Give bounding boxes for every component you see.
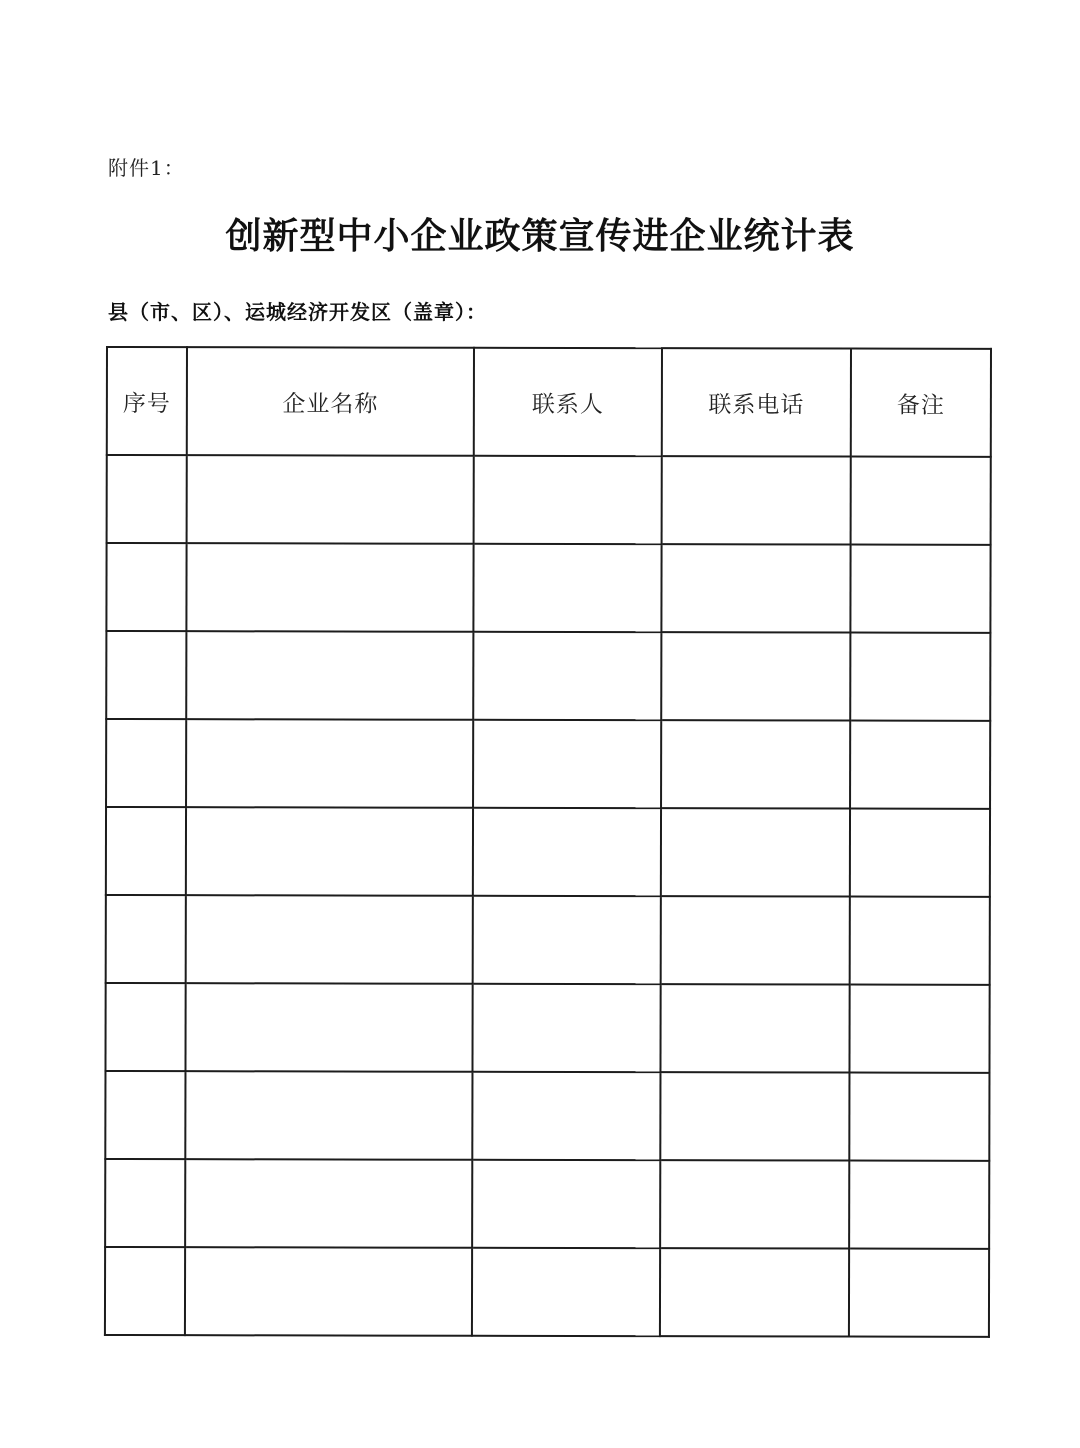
cell-contact-phone bbox=[660, 984, 849, 1072]
table-row bbox=[106, 543, 990, 633]
cell-contact-person bbox=[473, 632, 661, 720]
cell-company-name bbox=[185, 1071, 472, 1160]
cell-contact-person bbox=[473, 720, 661, 808]
table-row bbox=[105, 1071, 989, 1161]
cell-remarks bbox=[850, 545, 990, 633]
cell-contact-phone bbox=[661, 720, 850, 808]
cell-serial-number bbox=[105, 1247, 185, 1335]
cell-contact-phone bbox=[661, 544, 850, 632]
cell-contact-phone bbox=[661, 632, 850, 720]
header-serial-number: 序号 bbox=[107, 347, 187, 455]
table-body bbox=[105, 455, 991, 1337]
cell-contact-person bbox=[472, 1072, 660, 1160]
cell-company-name bbox=[186, 895, 473, 984]
cell-contact-phone bbox=[660, 1072, 849, 1160]
cell-company-name bbox=[186, 807, 473, 896]
table-row bbox=[106, 895, 990, 985]
cell-company-name bbox=[185, 1159, 472, 1248]
cell-company-name bbox=[186, 543, 473, 632]
cell-company-name bbox=[186, 631, 473, 720]
cell-serial-number bbox=[106, 631, 186, 719]
cell-serial-number bbox=[106, 895, 186, 983]
cell-contact-phone bbox=[660, 1160, 849, 1248]
page-title: 创新型中小企业政策宣传进企业统计表 bbox=[225, 215, 855, 257]
cell-contact-person bbox=[472, 1160, 660, 1248]
cell-serial-number bbox=[106, 719, 186, 807]
cell-remarks bbox=[849, 1161, 989, 1249]
header-contact-phone: 联系电话 bbox=[662, 348, 851, 456]
header-company-name: 企业名称 bbox=[187, 347, 474, 456]
cell-contact-person bbox=[473, 808, 661, 896]
cell-remarks bbox=[850, 633, 990, 721]
table-row bbox=[105, 1159, 989, 1249]
table-row bbox=[107, 455, 991, 545]
cell-serial-number bbox=[105, 983, 185, 1071]
table-row bbox=[106, 631, 990, 721]
cell-remarks bbox=[850, 721, 990, 809]
cell-contact-person bbox=[474, 456, 662, 544]
cell-company-name bbox=[187, 455, 474, 544]
table-row bbox=[105, 1247, 989, 1337]
cell-contact-phone bbox=[660, 1248, 849, 1336]
table-row bbox=[106, 807, 990, 897]
cell-remarks bbox=[849, 1249, 989, 1337]
cell-serial-number bbox=[107, 455, 187, 543]
unit-stamp-line: 县（市、区）、运城经济开发区（盖章）： bbox=[108, 300, 487, 324]
cell-contact-person bbox=[473, 544, 661, 632]
table-row bbox=[105, 983, 989, 1073]
cell-company-name bbox=[185, 983, 472, 1072]
statistics-table bbox=[104, 346, 992, 1338]
cell-contact-phone bbox=[661, 808, 850, 896]
cell-company-name bbox=[185, 1247, 472, 1336]
cell-contact-person bbox=[472, 984, 660, 1072]
cell-serial-number bbox=[105, 1159, 185, 1247]
cell-remarks bbox=[850, 809, 990, 897]
cell-remarks bbox=[850, 897, 990, 985]
header-contact-person: 联系人 bbox=[474, 348, 662, 456]
table-header-row bbox=[107, 347, 991, 457]
cell-remarks bbox=[849, 1073, 989, 1161]
cell-serial-number bbox=[106, 807, 186, 895]
cell-serial-number bbox=[106, 543, 186, 631]
table-row bbox=[106, 719, 990, 809]
cell-remarks bbox=[851, 457, 991, 545]
cell-contact-phone bbox=[661, 896, 850, 984]
cell-contact-person bbox=[473, 896, 661, 984]
attachment-label: 附件1： bbox=[108, 156, 185, 180]
cell-company-name bbox=[186, 719, 473, 808]
cell-serial-number bbox=[105, 1071, 185, 1159]
cell-remarks bbox=[849, 985, 989, 1073]
cell-contact-person bbox=[472, 1248, 660, 1336]
header-remarks: 备注 bbox=[851, 349, 991, 457]
cell-contact-phone bbox=[662, 456, 851, 544]
